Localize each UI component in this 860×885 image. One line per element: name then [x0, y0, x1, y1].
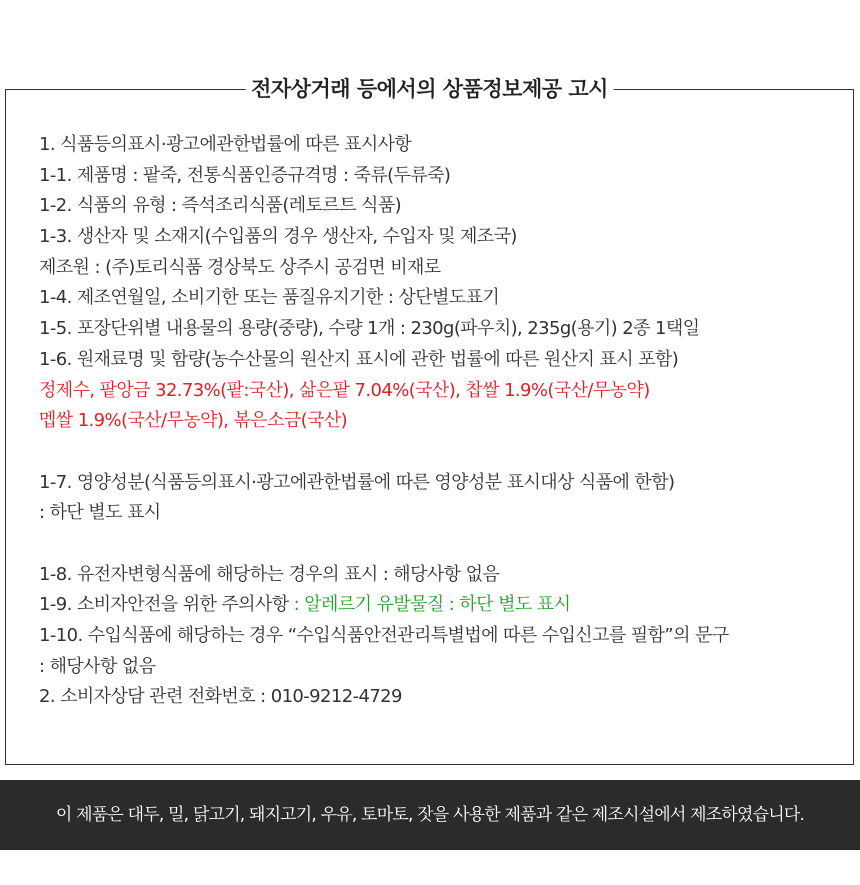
notice-line: 1-10. 수입식품에 해당하는 경우 “수입식품안전관리특별법에 따른 수입신고를 필함”의 문구 [39, 625, 729, 646]
notice-line: 1-3. 생산자 및 소재지(수입품의 경우 생산자, 수입자 및 제조국) [39, 226, 517, 248]
notice-line [39, 590, 839, 621]
blank-line [39, 437, 839, 468]
notice-line: 1-1. 제품명 : 팥죽, 전통식품인증규격명 : 죽류(두류죽) [39, 164, 451, 186]
ingredients-line: 정제수, 팥앙금 32.73%(팥:국산), 삶은팥 7.04%(국산), 찹쌀 1.9%(국산/무농약) [39, 379, 650, 401]
notice-line: : 해당사항 없음 [39, 655, 156, 677]
notice-line: 1-8. 유전자변형식품에 해당하는 경우의 표시 : 해당사항 없음 [39, 563, 500, 585]
allergen-footer: 이 제품은 대두, 밀, 닭고기, 돼지고기, 우유, 토마토, 잣을 사용한 제품과 같은 제조시설에서 제조하였습니다. [0, 780, 860, 850]
notice-line: 1-5. 포장단위별 내용물의 용량(중량), 수량 1개 : 230g(파우치), 235g(용기) 2종 1택일 [39, 318, 700, 340]
contact-line: 2. 소비자상담 관련 전화번호 : 010-9212-4729 [39, 686, 402, 708]
notice-title: 전자상거래 등에서의 상품정보제공 고시 [245, 75, 614, 103]
notice-line: 1. 식품등의표시·광고에관한법률에 따른 표시사항 [39, 134, 412, 155]
product-info-notice [5, 77, 854, 765]
allergen-accent: : 알레르기 유발물질 : 하단 별도 표시 [288, 594, 571, 616]
notice-lines [39, 130, 839, 713]
notice-line: 1-7. 영양성분(식품등의표시·광고에관한법률에 따른 영양성분 표시대상 식품에 한함) [39, 471, 675, 493]
notice-line-label: 1-9. 소비자안전을 위한 주의사항 [39, 594, 289, 616]
blank-line [39, 529, 839, 560]
notice-line: 제조원 : (주)토리식품 경상북도 상주시 공검면 비재로 [39, 256, 441, 278]
notice-line: : 하단 별도 표시 [39, 502, 161, 524]
notice-line: 1-2. 식품의 유형 : 즉석조리식품(레토르트 식품) [39, 195, 402, 217]
ingredients-line: 멥쌀 1.9%(국산/무농약), 볶은소금(국산) [39, 410, 348, 432]
notice-line: 1-6. 원재료명 및 함량(농수산물의 원산지 표시에 관한 법률에 따른 원산지 표시 포함) [39, 348, 679, 370]
notice-line: 1-4. 제조연월일, 소비기한 또는 품질유지기한 : 상단별도표기 [39, 287, 500, 309]
